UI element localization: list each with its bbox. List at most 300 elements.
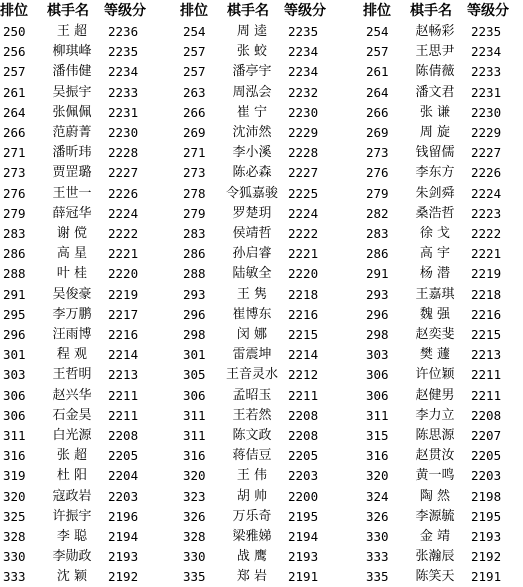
rank-cell: 311: [3, 428, 26, 443]
rank-cell: 254: [366, 24, 389, 39]
rank-cell: 330: [366, 529, 389, 544]
player-name-cell: 赵健男: [415, 387, 455, 403]
rank-cell: 257: [183, 44, 206, 60]
player-name-cell: 王嘉琪: [415, 286, 455, 302]
score-cell: 2208: [108, 428, 139, 443]
rank-cell: 273: [183, 165, 206, 181]
table-row: [180, 345, 360, 365]
table-row: [363, 547, 523, 567]
rank-cell: 303: [366, 347, 389, 363]
rank-cell: 263: [183, 84, 206, 100]
player-name-cell: 朱剑舜: [415, 185, 455, 201]
score-cell: 2212: [288, 367, 319, 383]
table-row: [363, 325, 523, 345]
rank-cell: 324: [366, 488, 389, 504]
rank-cell: 306: [3, 387, 26, 403]
score-header: 等级分: [467, 3, 509, 19]
table-row: [180, 466, 360, 486]
player-name-cell: 陈倩薇: [415, 64, 455, 80]
player-name-cell: 王思尹: [415, 44, 455, 60]
table-row: [0, 264, 180, 284]
table-row: [363, 184, 523, 204]
score-cell: 2224: [288, 205, 319, 221]
rank-cell: 335: [183, 569, 206, 585]
table-row: [180, 527, 360, 547]
player-name-cell: 王若然: [232, 407, 272, 423]
rank-cell: 316: [366, 448, 389, 464]
score-cell: 2191: [471, 569, 502, 585]
score-cell: 2204: [108, 468, 139, 484]
table-row: [363, 62, 523, 82]
rank-cell: 315: [366, 428, 389, 443]
player-name-cell: 罗楚玥: [232, 205, 272, 221]
table-row: [180, 507, 360, 527]
table-row: [363, 527, 523, 547]
player-name-cell: 孟昭玉: [232, 387, 272, 403]
ranking-column-group: [0, 0, 180, 585]
player-name-cell: 吴俊豪: [52, 286, 92, 302]
rank-cell: 320: [183, 468, 206, 484]
score-cell: 2223: [471, 205, 502, 221]
player-name-cell: 崔 宁: [236, 104, 268, 120]
score-cell: 2195: [471, 508, 502, 524]
rank-header: 排位: [363, 3, 391, 19]
table-row: [0, 466, 180, 486]
table-row: [180, 163, 360, 183]
rank-cell: 276: [3, 185, 26, 201]
rank-cell: 333: [366, 549, 389, 565]
score-cell: 2211: [288, 387, 319, 403]
player-name-cell: 寇政岩: [52, 488, 92, 504]
rank-cell: 330: [183, 549, 206, 565]
ranking-column-group: [363, 0, 523, 585]
score-cell: 2220: [288, 266, 319, 282]
player-name-cell: 李东方: [415, 165, 455, 181]
rank-cell: 283: [183, 226, 206, 241]
table-row: [0, 163, 180, 183]
table-row: [180, 83, 360, 103]
table-row: [0, 62, 180, 82]
table-row: [363, 406, 523, 426]
rank-cell: 311: [183, 428, 206, 443]
player-name-cell: 潘昕玮: [52, 145, 92, 161]
player-name-cell: 范蔚菁: [52, 125, 92, 140]
table-row: [363, 305, 523, 325]
rank-cell: 311: [183, 407, 206, 423]
rank-cell: 291: [3, 286, 26, 302]
score-cell: 2221: [288, 246, 319, 262]
score-cell: 2208: [471, 407, 502, 423]
table-row: [0, 406, 180, 426]
rank-cell: 266: [3, 125, 26, 140]
table-row: [363, 103, 523, 123]
rank-cell: 296: [366, 306, 389, 322]
rank-header: 排位: [180, 3, 208, 19]
score-cell: 2228: [288, 145, 319, 161]
rank-cell: 286: [3, 246, 26, 262]
rank-cell: 311: [366, 407, 389, 423]
score-cell: 2230: [288, 104, 319, 120]
score-cell: 2216: [288, 306, 319, 322]
score-cell: 2193: [471, 529, 502, 544]
player-name-cell: 柳琪峰: [52, 44, 92, 60]
player-name-cell: 张 超: [56, 448, 88, 464]
table-row: [0, 22, 180, 42]
player-name-cell: 战 鹰: [236, 549, 268, 565]
rank-cell: 330: [3, 549, 26, 565]
table-row: [180, 62, 360, 82]
score-cell: 2235: [288, 24, 319, 39]
table-row: [0, 184, 180, 204]
rank-cell: 293: [366, 286, 389, 302]
score-cell: 2235: [471, 24, 502, 39]
table-row: [0, 487, 180, 507]
score-cell: 2226: [108, 185, 139, 201]
score-cell: 2227: [108, 165, 139, 181]
rank-cell: 301: [183, 347, 206, 363]
table-row: [0, 426, 180, 446]
score-cell: 2193: [108, 549, 139, 565]
score-cell: 2208: [288, 407, 319, 423]
table-row: [363, 143, 523, 163]
table-row: [0, 285, 180, 305]
table-row: [363, 204, 523, 224]
rank-cell: 298: [183, 327, 206, 342]
player-name-cell: 王 超: [56, 24, 88, 39]
score-cell: 2207: [471, 428, 502, 443]
table-row: [180, 305, 360, 325]
table-row: [180, 567, 360, 587]
score-header: 等级分: [104, 3, 146, 19]
header-row: [0, 1, 180, 21]
player-name-cell: 徐 戈: [419, 226, 451, 241]
table-row: [0, 83, 180, 103]
player-name-cell: 沈沛然: [232, 125, 272, 140]
rank-cell: 266: [183, 104, 206, 120]
table-row: [180, 244, 360, 264]
table-row: [363, 426, 523, 446]
table-row: [0, 204, 180, 224]
rank-cell: 286: [366, 246, 389, 262]
player-name-cell: 侯靖哲: [232, 226, 272, 241]
table-row: [0, 527, 180, 547]
table-row: [180, 143, 360, 163]
ranking-column-group: [180, 0, 360, 585]
rank-cell: 291: [366, 266, 389, 282]
score-cell: 2213: [471, 347, 502, 363]
rank-cell: 266: [366, 104, 389, 120]
player-name-cell: 张佩佩: [52, 104, 92, 120]
rank-cell: 306: [366, 367, 389, 383]
rank-cell: 335: [366, 569, 389, 585]
table-row: [0, 42, 180, 62]
score-cell: 2234: [108, 64, 139, 80]
score-cell: 2234: [471, 44, 502, 60]
rank-cell: 271: [3, 145, 26, 161]
player-name-cell: 潘亭宇: [232, 64, 272, 80]
rank-cell: 328: [183, 529, 206, 544]
rank-cell: 269: [366, 125, 389, 140]
player-name-cell: 潘文君: [415, 84, 455, 100]
table-row: [180, 204, 360, 224]
score-cell: 2219: [108, 286, 139, 302]
score-cell: 2224: [471, 185, 502, 201]
player-name-cell: 李力立: [415, 407, 455, 423]
rank-cell: 320: [366, 468, 389, 484]
table-row: [363, 224, 523, 244]
player-name-cell: 杜 阳: [56, 468, 88, 484]
table-row: [363, 507, 523, 527]
score-cell: 2234: [288, 44, 319, 60]
player-name-cell: 郑 岩: [236, 569, 268, 585]
rank-cell: 261: [366, 64, 389, 80]
score-cell: 2229: [471, 125, 502, 140]
rank-cell: 273: [366, 145, 389, 161]
rank-cell: 301: [3, 347, 26, 363]
rank-cell: 296: [183, 306, 206, 322]
score-cell: 2194: [288, 529, 319, 544]
score-cell: 2231: [108, 104, 139, 120]
player-name-cell: 杨 潜: [419, 266, 451, 282]
score-cell: 2203: [471, 468, 502, 484]
score-cell: 2200: [288, 488, 319, 504]
rank-cell: 326: [366, 508, 389, 524]
table-row: [363, 244, 523, 264]
player-name-cell: 胡 帅: [236, 488, 268, 504]
player-name-cell: 雷震坤: [232, 347, 272, 363]
table-row: [0, 123, 180, 143]
player-name-cell: 许位颖: [415, 367, 455, 383]
player-name-cell: 钱留儒: [415, 145, 455, 161]
player-name-cell: 王世一: [52, 185, 92, 201]
rank-cell: 269: [183, 125, 206, 140]
rank-cell: 298: [366, 327, 389, 342]
table-row: [363, 123, 523, 143]
player-name-cell: 令狐嘉骏: [225, 185, 278, 201]
player-name-cell: 崔博东: [232, 306, 272, 322]
name-header: 棋手名: [410, 3, 452, 19]
score-cell: 2236: [108, 24, 139, 39]
table-row: [180, 285, 360, 305]
player-name-cell: 李 聪: [56, 529, 88, 544]
score-cell: 2220: [108, 266, 139, 282]
score-cell: 2205: [288, 448, 319, 464]
rank-cell: 276: [366, 165, 389, 181]
rank-cell: 325: [3, 508, 26, 524]
player-name-cell: 汪雨博: [52, 327, 92, 342]
score-cell: 2198: [471, 488, 502, 504]
table-row: [180, 365, 360, 385]
player-name-cell: 潘伟健: [52, 64, 92, 80]
rank-cell: 319: [3, 468, 26, 484]
rank-cell: 271: [183, 145, 206, 161]
player-name-cell: 李勋政: [52, 549, 92, 565]
player-name-cell: 许振宇: [52, 508, 92, 524]
rank-cell: 257: [3, 64, 26, 80]
rank-cell: 286: [183, 246, 206, 262]
score-cell: 2203: [288, 468, 319, 484]
table-row: [180, 406, 360, 426]
rank-cell: 323: [183, 488, 206, 504]
table-row: [180, 487, 360, 507]
table-row: [363, 567, 523, 587]
score-cell: 2227: [288, 165, 319, 181]
rank-header: 排位: [0, 3, 28, 19]
rank-cell: 250: [3, 24, 26, 39]
table-row: [180, 426, 360, 446]
table-row: [180, 386, 360, 406]
score-header: 等级分: [284, 3, 326, 19]
score-cell: 2217: [108, 306, 139, 322]
table-row: [363, 264, 523, 284]
rank-cell: 296: [3, 327, 26, 342]
rank-cell: 261: [3, 84, 26, 100]
player-name-cell: 蒋佶豆: [232, 448, 272, 464]
player-name-cell: 张 谦: [419, 104, 451, 120]
player-name-cell: 闵 娜: [236, 327, 268, 342]
score-cell: 2216: [471, 306, 502, 322]
rank-cell: 257: [366, 44, 389, 60]
rank-cell: 316: [183, 448, 206, 464]
player-name-cell: 陆敏全: [232, 266, 272, 282]
header-row: [363, 1, 523, 21]
table-row: [363, 285, 523, 305]
player-name-cell: 魏 强: [419, 306, 451, 322]
score-cell: 2205: [471, 448, 502, 464]
rank-cell: 279: [3, 205, 26, 221]
rank-cell: 264: [3, 104, 26, 120]
score-cell: 2230: [471, 104, 502, 120]
score-cell: 2213: [108, 367, 139, 383]
table-row: [0, 143, 180, 163]
player-name-cell: 王 伟: [236, 468, 268, 484]
score-cell: 2195: [288, 508, 319, 524]
rank-cell: 256: [3, 44, 26, 60]
player-name-cell: 沈 颖: [56, 569, 88, 585]
player-name-cell: 赵兴华: [52, 387, 92, 403]
rank-cell: 282: [366, 205, 389, 221]
table-row: [363, 446, 523, 466]
rank-cell: 306: [3, 407, 26, 423]
score-cell: 2231: [471, 84, 502, 100]
table-row: [0, 345, 180, 365]
table-row: [0, 446, 180, 466]
table-row: [0, 224, 180, 244]
table-row: [0, 305, 180, 325]
score-cell: 2230: [108, 125, 139, 140]
rank-cell: 295: [3, 306, 26, 322]
player-name-cell: 陈思源: [415, 428, 455, 443]
table-row: [363, 345, 523, 365]
table-row: [180, 325, 360, 345]
score-cell: 2222: [288, 226, 319, 241]
score-cell: 2208: [288, 428, 319, 443]
player-name-cell: 万乐奇: [232, 508, 272, 524]
player-name-cell: 陈文政: [232, 428, 272, 443]
table-row: [0, 325, 180, 345]
table-row: [180, 123, 360, 143]
table-row: [363, 42, 523, 62]
table-row: [180, 42, 360, 62]
player-name-cell: 王哲明: [52, 367, 92, 383]
player-name-cell: 黄一鸣: [415, 468, 455, 484]
table-row: [0, 244, 180, 264]
player-name-cell: 王音灵水: [225, 367, 278, 383]
score-cell: 2216: [108, 327, 139, 342]
score-cell: 2205: [108, 448, 139, 464]
name-header: 棋手名: [227, 3, 269, 19]
table-row: [363, 22, 523, 42]
table-row: [180, 547, 360, 567]
score-cell: 2218: [471, 286, 502, 302]
header-row: [180, 1, 360, 21]
player-name-cell: 白光源: [52, 428, 92, 443]
score-cell: 2221: [471, 246, 502, 262]
rank-cell: 333: [3, 569, 26, 585]
rank-cell: 320: [3, 488, 26, 504]
table-row: [180, 103, 360, 123]
table-row: [363, 386, 523, 406]
score-cell: 2222: [108, 226, 139, 241]
table-row: [180, 224, 360, 244]
score-cell: 2229: [288, 125, 319, 140]
player-name-cell: 高 宇: [419, 246, 451, 262]
score-cell: 2211: [108, 387, 139, 403]
rank-cell: 257: [183, 64, 206, 80]
table-row: [180, 184, 360, 204]
score-cell: 2227: [471, 145, 502, 161]
score-cell: 2222: [471, 226, 502, 241]
score-cell: 2228: [108, 145, 139, 161]
player-name-cell: 樊 蘧: [419, 347, 451, 363]
rank-cell: 293: [183, 286, 206, 302]
player-name-cell: 张瀚辰: [415, 549, 455, 565]
table-row: [180, 264, 360, 284]
player-name-cell: 李万鹏: [52, 306, 92, 322]
player-name-cell: 吴振宇: [52, 84, 92, 100]
player-name-cell: 陈必森: [232, 165, 272, 181]
player-name-cell: 陶 然: [419, 488, 451, 504]
player-name-cell: 李源毓: [415, 508, 455, 524]
score-cell: 2215: [471, 327, 502, 342]
score-cell: 2218: [288, 286, 319, 302]
score-cell: 2221: [108, 246, 139, 262]
player-name-cell: 赵贯汝: [415, 448, 455, 464]
table-row: [363, 163, 523, 183]
player-name-cell: 梁雅娣: [232, 529, 272, 544]
player-name-cell: 桑浩哲: [415, 205, 455, 221]
player-name-cell: 周泓会: [232, 84, 272, 100]
player-name-cell: 谢 傥: [56, 226, 88, 241]
score-cell: 2211: [471, 367, 502, 383]
rank-cell: 279: [366, 185, 389, 201]
rank-cell: 306: [366, 387, 389, 403]
score-cell: 2191: [288, 569, 319, 585]
rank-cell: 306: [183, 387, 206, 403]
table-row: [0, 386, 180, 406]
rank-cell: 288: [183, 266, 206, 282]
rank-cell: 264: [366, 84, 389, 100]
table-row: [0, 103, 180, 123]
name-header: 棋手名: [47, 3, 89, 19]
player-name-cell: 孙启睿: [232, 246, 272, 262]
rank-cell: 316: [3, 448, 26, 464]
table-row: [0, 507, 180, 527]
player-name-cell: 薛冠华: [52, 205, 92, 221]
score-cell: 2226: [471, 165, 502, 181]
player-name-cell: 金 靖: [419, 529, 451, 544]
score-cell: 2192: [471, 549, 502, 565]
